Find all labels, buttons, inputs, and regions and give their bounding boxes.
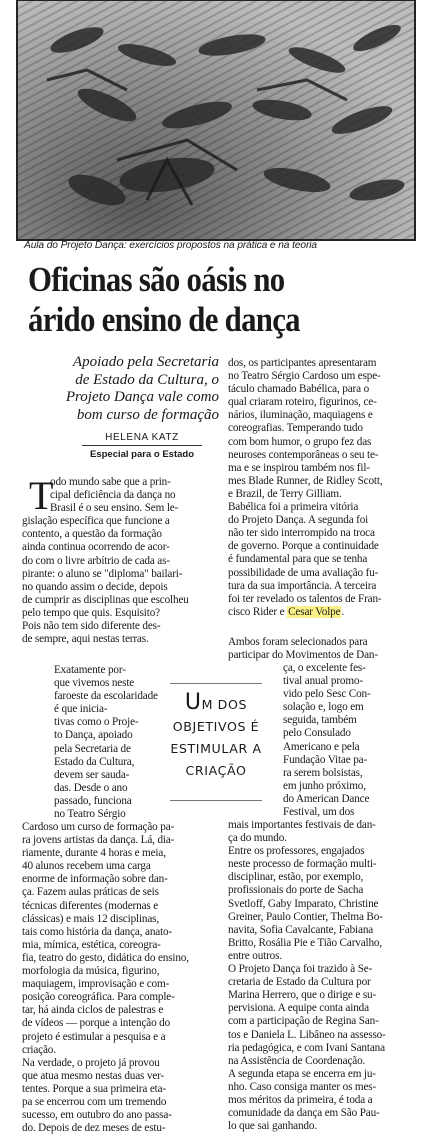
text-line: foi ter revelado os talentos de Fran-	[228, 592, 382, 605]
text-line: Greiner, Paulo Contier, Thelma Bo-	[228, 910, 383, 923]
text-line: lo que sai ganhando.	[228, 1120, 317, 1133]
text-line: clássicas) e mais 12 disciplinas,	[22, 912, 160, 925]
text-line: pervisiona. A equipe conta ainda	[228, 1002, 369, 1015]
text-line: táculo chamado Babélica, para o	[228, 383, 370, 396]
highlighted-name: Cesar Volpe	[288, 605, 341, 618]
text-line: coreografias. Temperando tudo	[228, 422, 363, 435]
text-line: posição coreográfica. Para comple-	[22, 991, 175, 1004]
text-line: na Assistência de Coordenação.	[228, 1054, 366, 1067]
text-line: qual criaram roteiro, figurinos, ce-	[228, 396, 377, 409]
text-line: to Dança, apoiado	[54, 729, 133, 742]
text-line: pa se encerrou com um tremendo	[22, 1095, 167, 1108]
text-line: sucesso, em outubro do ano passa-	[22, 1109, 172, 1122]
text-line: devem ser sauda-	[54, 768, 130, 781]
sentence-end: .	[341, 605, 345, 618]
text-line: com bom humor, o grupo fez das	[228, 435, 372, 448]
text-line: que vivemos neste	[54, 677, 135, 690]
text-line: odo mundo sabe que a prin-	[50, 476, 171, 488]
text-line: Americano e pela	[283, 740, 360, 753]
text-line: é fundamental para que se tenha	[228, 553, 368, 566]
text-line: fia, teatro do gesto, didática do ensino,	[22, 951, 189, 964]
text-line: do com o livre arbítrio de cada as-	[22, 554, 170, 567]
headline-line: árido ensino de dança	[28, 300, 300, 339]
text-line: em junho próximo,	[283, 779, 366, 792]
text-line: ça do mundo.	[228, 832, 287, 845]
text-line: vido pelo Sesc Con-	[283, 688, 371, 701]
text-line: entre outros.	[228, 949, 282, 962]
text-line: mais importantes festivais de dan-	[228, 819, 376, 831]
text-line: Marina Herrero, que o dirige e su-	[228, 989, 377, 1002]
column-2-lead	[228, 636, 428, 662]
dancers-photo	[17, 0, 415, 240]
text-line: ainda continua ocorrendo de acor-	[22, 541, 170, 554]
text-line: de sempre, aqui nestas terras.	[22, 633, 149, 646]
text-line: mos méritos da primeira, é toda a	[228, 1093, 373, 1106]
text-line: gislação específica que funcione a	[22, 515, 170, 528]
text-line: no quando assim o decide, depois	[22, 580, 168, 593]
text-line: projeto é estimular a pesquisa e a	[22, 1030, 166, 1043]
text-line: ra serem bolsistas,	[283, 766, 363, 779]
pull-quote-line: OBJETIVOS É	[172, 719, 260, 734]
deck-subtitle	[22, 354, 219, 424]
text-line: ça, o excelente fes-	[283, 662, 366, 674]
text-line: no Teatro Sérgio Cardoso um espe-	[228, 370, 381, 383]
text-line: cisco Rider e Cesar Volpe.	[228, 605, 345, 618]
byline	[82, 432, 202, 460]
text-line: de governo. Porque a continuidade	[228, 540, 379, 553]
author-name: HELENA KATZ	[82, 432, 202, 446]
text-line: do. Depois de dez meses de estu-	[22, 1122, 166, 1135]
text-line: passado, funciona	[54, 794, 132, 807]
text-line: ria pedagógica, e com Ivani Santana	[228, 1041, 385, 1054]
text-line: solação e, logo em	[283, 701, 364, 714]
text-line: tival anual promo-	[283, 675, 363, 688]
text-line: navita, Sofia Cavalcante, Fabiana	[228, 923, 374, 936]
deck-line: Apoiado pela Secretaria	[72, 354, 219, 370]
headline	[28, 260, 371, 340]
pull-quote	[170, 683, 262, 801]
text-line: Na verdade, o projeto já provou	[22, 1056, 160, 1069]
text-line: das. Desde o ano	[54, 781, 128, 794]
text-line: tais como história da dança, anato-	[22, 925, 173, 938]
author-role: Especial para o Estado	[89, 449, 194, 460]
text-line: tar, há ainda ciclos de palestras e	[22, 1004, 164, 1017]
text-line: tentes. Porque a sua primeira eta-	[22, 1082, 167, 1095]
text-line: participar do Movimentos de Dan-	[228, 649, 378, 662]
text-line: pela Secretaria de	[54, 742, 131, 755]
text-line: Britto, Rosália Pie e Tião Carvalho,	[228, 936, 383, 949]
text-line: tura da sua importância. A terceira	[228, 579, 377, 592]
dancers-silhouette-icon	[17, 0, 415, 240]
text-line: neste processo de formação multi-	[228, 858, 377, 871]
text-line: maquiagem, improvisação e com-	[22, 978, 170, 991]
text-line: de cumprir as disciplinas que escolheu	[22, 593, 189, 606]
text-line: Ambos foram selecionados para	[228, 636, 368, 648]
column-1-intro	[22, 473, 222, 646]
pull-quote-initial: U	[184, 690, 202, 715]
deck-line: bom curso de formação	[76, 406, 219, 423]
text-line: Babélica foi a primeira vitória	[228, 501, 359, 514]
text-line: do American Dance	[283, 792, 370, 805]
text-line: O Projeto Dança foi trazido à Se-	[228, 963, 373, 976]
text-line: e Brazil, de Terry Gilliam.	[228, 487, 342, 500]
text-line: morfologia da música, figurino,	[22, 965, 160, 978]
text-line: é que inicia-	[54, 703, 108, 716]
text-line: Svetloff, Gaby Imparato, Christine	[228, 897, 379, 910]
text-line: no Teatro Sérgio	[54, 808, 126, 821]
text-line: com a participação de Regina San-	[228, 1015, 379, 1028]
text-line: disciplinar, estão, por exemplo,	[228, 871, 364, 884]
column-1-wrap	[54, 664, 166, 821]
text-line: mia, mímica, estética, coreogra-	[22, 938, 161, 951]
headline-line: Oficinas são oásis no	[28, 260, 285, 299]
text-line: Cardoso um curso de formação pa-	[22, 821, 175, 833]
text-line: pelo Consulado	[283, 727, 351, 740]
column-1-body	[22, 821, 222, 1135]
column-2-wrap	[283, 662, 428, 819]
text-line: dos, os participantes apresentaram	[228, 357, 377, 369]
text-line: seguida, também	[283, 714, 357, 727]
text-line: de vídeos — porque a intenção do	[22, 1017, 171, 1030]
deck-line: de Estado da Cultura, o	[75, 371, 219, 388]
text-line: contento, a questão da formação	[22, 528, 162, 541]
pull-quote-line: ESTIMULAR A	[170, 741, 262, 756]
text-line: Estado da Cultura,	[54, 755, 135, 768]
text-line: tos e Daniela L. Libâneo na assesso-	[228, 1028, 386, 1041]
text-line: tivas como o Proje-	[54, 716, 139, 729]
text-line: enorme de informação sobre dan-	[22, 873, 168, 886]
text-line: Fundação Vitae pa-	[283, 753, 368, 766]
column-2-intro	[228, 357, 428, 619]
text-line: Exatamente por-	[54, 664, 126, 676]
text-line: nho. Caso consiga manter os mes-	[228, 1080, 377, 1093]
text-line: profissionais do porte de Sacha	[228, 884, 364, 897]
deck-line: Projeto Dança vale como	[65, 389, 219, 405]
text-line: que atua mesmo nestas duas ver-	[22, 1069, 165, 1082]
column-2-body	[228, 819, 428, 1133]
text-line: Pois não tem sido diferente des-	[22, 620, 161, 633]
text-line: cretaria de Estado da Cultura por	[228, 976, 371, 989]
text-line: nários, iluminação, maquiagens e	[228, 409, 373, 422]
text-line: pirante: o aluno se "diploma" bailari-	[22, 567, 183, 580]
text-line: 40 alunos recebem uma carga	[22, 860, 151, 873]
pull-quote-line: M DOS	[201, 697, 248, 712]
text-line: mes Blade Runner, de Ridley Scott,	[228, 474, 383, 487]
text-line: faroeste da escolaridade	[54, 690, 158, 703]
photo-caption: Aula do Projeto Dança: exercícios propostos na prática e na teoria	[24, 240, 317, 251]
text-line: ma e se inspirou também nos fil-	[228, 461, 370, 474]
text-line: ça. Fazem aulas práticas de seis	[22, 886, 159, 899]
text-line: riamente, durante 4 horas e meia,	[22, 847, 166, 860]
pull-quote-line: CRIAÇÃO	[185, 763, 247, 778]
text-line: ra jovens artistas da dança. Lá, dia-	[22, 834, 175, 847]
text-line: técnicas diferentes (modernas e	[22, 899, 159, 912]
text-line: neuroses contemporâneas o seu te-	[228, 448, 379, 461]
text-line: do Projeto Dança. A segunda foi	[228, 514, 369, 527]
text-line: Festival, um dos	[283, 806, 355, 819]
text-line: A segunda etapa se encerra em ju-	[228, 1067, 376, 1080]
text-line: pelo tempo que quis. Esquisito?	[22, 606, 160, 619]
text-line: cipal deficiência da dança no	[50, 489, 176, 502]
drop-cap: T	[29, 473, 54, 518]
text-line: comunidade da dança em São Pau-	[228, 1107, 380, 1120]
text-line: Brasil é o seu ensino. Sem le-	[50, 502, 179, 515]
text-line: criação.	[22, 1043, 56, 1056]
text-line: Entre os professores, engajados	[228, 845, 365, 858]
text-line: possibilidade de uma avaliação fu-	[228, 566, 379, 579]
text-line: não ter sido interrompido na troca	[228, 527, 375, 540]
